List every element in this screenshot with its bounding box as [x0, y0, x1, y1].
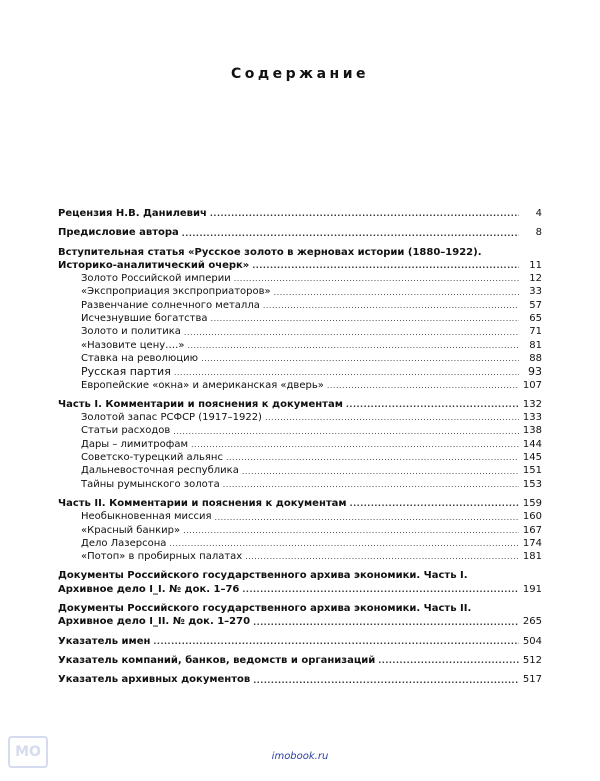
toc-entry-names-index[interactable] [58, 635, 542, 648]
toc-entry-title: Часть II. Комментарии и пояснения к документам [58, 497, 347, 509]
toc-page-number: 151 [522, 465, 542, 477]
toc-page-number: 153 [522, 478, 542, 490]
toc-entry-part2[interactable] [58, 497, 542, 510]
dot-leader [252, 260, 519, 272]
dot-leader [327, 380, 519, 392]
dot-leader [174, 367, 519, 379]
dot-leader [191, 439, 519, 451]
toc-subentry[interactable] [58, 438, 542, 451]
toc-page-number: 11 [529, 259, 542, 271]
toc-subentry[interactable] [58, 312, 542, 325]
toc-entry-title: Необыкновенная миссия [81, 511, 212, 523]
toc-entry-title: Дело Лазерсона [81, 537, 167, 549]
dot-leader [263, 300, 519, 312]
toc-subentry[interactable] [58, 325, 542, 338]
toc-entry-docs1-heading[interactable]: Документы Российского государственного архива экономики. Часть I. [58, 570, 468, 582]
dot-leader [242, 466, 519, 478]
dot-leader [182, 228, 519, 240]
toc-entry-review[interactable] [58, 207, 542, 220]
toc-page-number: 167 [522, 524, 542, 536]
toc-entry-title: Советско-турецкий альянс [81, 452, 223, 464]
toc-entry-title: Исчезнувшие богатства [81, 313, 208, 325]
toc-subentry[interactable] [58, 299, 542, 312]
dot-leader [234, 273, 519, 285]
toc-entry-title: «Экспроприация экспроприаторов» [81, 286, 271, 298]
toc-subentry[interactable] [58, 365, 542, 378]
toc-page-number: 71 [529, 326, 542, 338]
dot-leader [253, 675, 519, 687]
toc-entry-title: Указатель компаний, банков, ведомств и организаций [58, 654, 376, 666]
footer-link[interactable]: imobook.ru [271, 751, 329, 762]
toc-entry-title: Дары – лимитрофам [81, 438, 188, 450]
toc-entry-title: Ставка на революцию [81, 352, 199, 364]
dot-leader [242, 584, 519, 596]
toc-subentry[interactable] [58, 550, 542, 563]
toc-subentry[interactable] [58, 379, 542, 392]
toc-entry-title: Золотой запас РСФСР (1917–1922) [81, 412, 262, 424]
toc-entry-title: Указатель архивных документов [58, 674, 251, 686]
toc-page-number: 144 [522, 438, 542, 450]
toc-entry-preface[interactable] [58, 226, 542, 239]
toc-subentry[interactable] [58, 537, 542, 550]
toc-entry-title: Золото Российской империи [81, 273, 231, 285]
toc-page-number: 191 [522, 583, 542, 595]
toc-subentry[interactable] [58, 339, 542, 352]
toc-subentry[interactable] [58, 451, 542, 464]
dot-leader [245, 551, 519, 563]
toc-entry-companies-index[interactable] [58, 654, 542, 667]
toc-entry-title: Золото и политика [81, 326, 181, 338]
dot-leader [211, 313, 519, 325]
toc-page-number: 174 [522, 537, 542, 549]
dot-leader [210, 208, 519, 220]
toc-page-number: 12 [529, 273, 542, 285]
toc-page-number: 517 [522, 674, 542, 686]
dot-leader [350, 498, 519, 510]
toc-page-number: 65 [529, 313, 542, 325]
toc-page-number: 145 [522, 452, 542, 464]
toc-page-number: 81 [529, 339, 542, 351]
toc-entry-title: Часть I. Комментарии и пояснения к документам [58, 398, 343, 410]
toc-subentry[interactable] [58, 510, 542, 523]
toc-page-number: 504 [522, 635, 542, 647]
dot-leader [378, 655, 519, 667]
dot-leader [153, 636, 519, 648]
toc-page-number: 88 [529, 352, 542, 364]
toc-entry-title: Указатель имен [58, 635, 151, 647]
toc-page-number: 160 [522, 511, 542, 523]
toc-entry-title: «Назовите цену….» [81, 339, 185, 351]
toc-entry-intro-heading[interactable]: Вступительная статья «Русское золото в жерновах истории (1880–1922). [58, 246, 482, 258]
toc-page-number: 512 [522, 654, 542, 666]
toc-entry-title: Русская партия [81, 365, 171, 379]
toc-subentry[interactable] [58, 424, 542, 437]
dot-leader [253, 617, 519, 629]
toc-subentry[interactable] [58, 478, 542, 491]
toc-page-number: 8 [535, 227, 542, 239]
watermark-logo-icon: MO [8, 736, 48, 768]
dot-leader [215, 512, 519, 524]
toc-entry-docs2[interactable] [58, 615, 542, 628]
toc-page-number: 33 [529, 286, 542, 298]
toc-subentry[interactable] [58, 464, 542, 477]
toc-entry-intro[interactable] [58, 259, 542, 272]
toc-entry-title: Тайны румынского золота [81, 478, 220, 490]
toc-entry-docs1[interactable] [58, 583, 542, 596]
toc-entry-title: Историко-аналитический очерк» [58, 259, 250, 271]
dot-leader [173, 426, 519, 438]
dot-leader [274, 287, 519, 299]
toc-page-number: 57 [529, 299, 542, 311]
toc-entry-title: Архивное дело I_II. № док. 1–270 [58, 616, 251, 628]
toc-page-number: 159 [522, 497, 542, 509]
dot-leader [346, 399, 519, 411]
toc-entry-docs2-heading[interactable]: Документы Российского государственного архива экономики. Часть II. [58, 603, 472, 615]
toc-page-number: 4 [535, 208, 542, 219]
toc-entry-title: «Красный банкир» [81, 524, 181, 536]
toc-entry-title: Дальневосточная республика [81, 465, 239, 477]
toc-entry-title: Предисловие автора [58, 227, 179, 239]
table-of-contents [58, 207, 542, 687]
toc-entry-title: Рецензия Н.В. Данилевич [58, 208, 207, 219]
toc-entry-title: Статьи расходов [81, 425, 171, 437]
toc-page-number: 107 [522, 379, 542, 391]
toc-entry-title: «Потоп» в пробирных палатах [81, 551, 243, 563]
page-title: Содержание [230, 66, 370, 82]
toc-subentry[interactable] [58, 272, 542, 285]
dot-leader [223, 479, 519, 491]
toc-page-number: 132 [522, 398, 542, 410]
dot-leader [183, 525, 519, 537]
toc-page-number: 138 [522, 425, 542, 437]
toc-subentry[interactable] [58, 524, 542, 537]
toc-subentry[interactable] [58, 285, 542, 298]
toc-entry-title: Развенчание солнечного металла [81, 299, 260, 311]
toc-entry-part1[interactable] [58, 398, 542, 411]
toc-subentry[interactable] [58, 352, 542, 365]
dot-leader [187, 340, 519, 352]
toc-page-number: 93 [528, 365, 542, 379]
dot-leader [226, 452, 519, 464]
toc-entry-title: Архивное дело I_I. № док. 1–76 [58, 583, 240, 595]
toc-page-number: 133 [522, 412, 542, 424]
toc-entry-archive-index[interactable] [58, 673, 542, 686]
toc-page-number: 265 [522, 616, 542, 628]
toc-subentry[interactable] [58, 411, 542, 424]
dot-leader [169, 538, 519, 550]
dot-leader [201, 353, 519, 365]
toc-page-number: 181 [522, 551, 542, 563]
toc-entry-title: Европейские «окна» и американская «дверь» [81, 379, 324, 391]
dot-leader [265, 412, 519, 424]
dot-leader [184, 327, 519, 339]
